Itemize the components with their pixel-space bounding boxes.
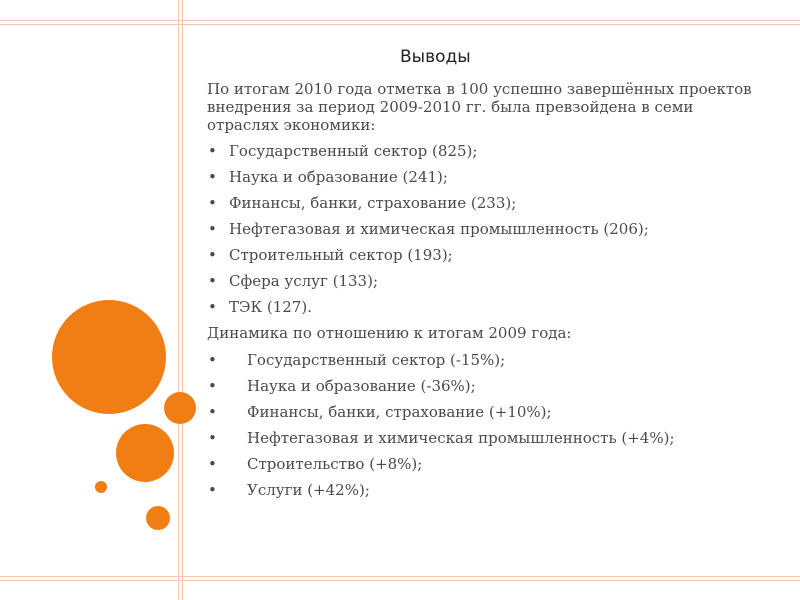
list-item: • Наука и образование (241); [207, 164, 767, 190]
list-item: • Финансы, банки, страхование (233); [207, 190, 767, 216]
frame-line [0, 576, 800, 577]
decor-circle-large [52, 300, 166, 414]
sectors-list [207, 138, 767, 320]
frame-line [0, 24, 800, 25]
dynamics-list [207, 347, 767, 503]
slide-body [207, 80, 767, 503]
list-item: • Сфера услуг (133); [207, 268, 767, 294]
list-item: • Нефтегазовая и химическая промышленность (+4%); [207, 425, 767, 451]
list-item: • Нефтегазовая и химическая промышленность (206); [207, 216, 767, 242]
list-item: • Строительство (+8%); [207, 451, 767, 477]
list-item: • Государственный сектор (-15%); [207, 347, 767, 373]
frame-line [178, 0, 179, 600]
decor-circle-medium [116, 424, 174, 482]
frame-line [182, 0, 183, 600]
list-item: • Услуги (+42%); [207, 477, 767, 503]
decor-circle-dot [95, 481, 107, 493]
dynamics-heading: Динамика по отношению к итогам 2009 года: [207, 324, 572, 342]
decor-circle-small [146, 506, 170, 530]
list-item: • Государственный сектор (825); [207, 138, 767, 164]
frame-line [0, 20, 800, 21]
list-item: • Наука и образование (-36%); [207, 373, 767, 399]
decor-circle-small [164, 392, 196, 424]
list-item: • Строительный сектор (193); [207, 242, 767, 268]
slide-title: Выводы [400, 47, 471, 67]
frame-line [0, 580, 800, 581]
list-item: • Финансы, банки, страхование (+10%); [207, 399, 767, 425]
intro-text: По итогам 2010 года отметка в 100 успешно завершённых проектов внедрения за период 2009-2010 гг. была превзойдена в семи отраслях экономики: [207, 80, 752, 134]
list-item: • ТЭК (127). [207, 294, 767, 320]
